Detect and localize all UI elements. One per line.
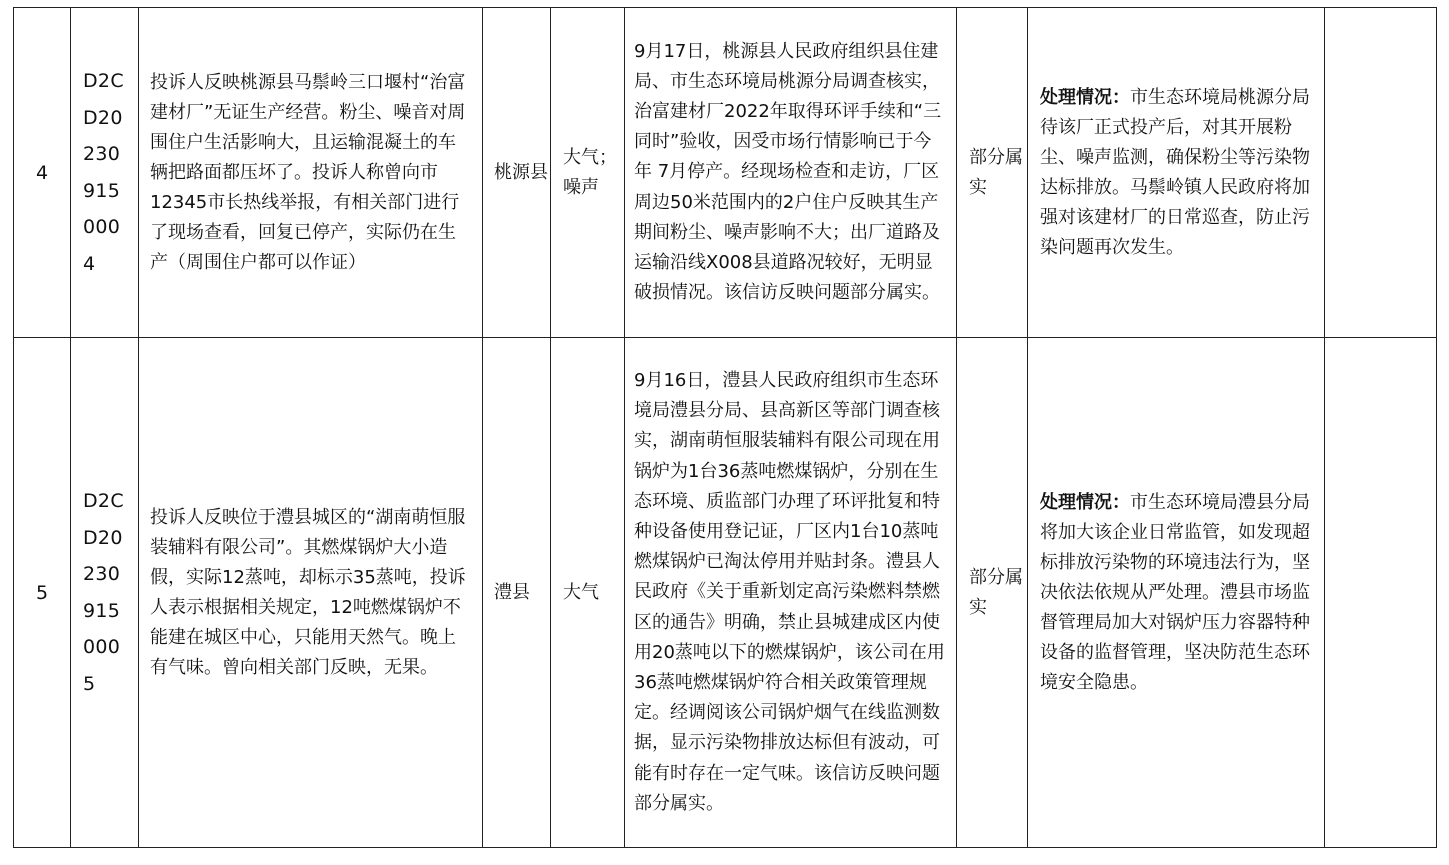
- case-code-part: 000: [83, 636, 121, 658]
- case-code-part: D2C: [83, 70, 124, 92]
- case-code-part: 915: [83, 179, 121, 202]
- investigation-result: 9月16日，澧县人民政府组织市生态环境局澧县分局、县高新区等部门调查核实，湖南萌恒服装辅料有限公司现在用锅炉为1台36蒸吨燃煤锅炉，分别在生态环境、质监部门办理了环评批复和特种设备使用登记证，厂区内1台10蒸吨燃煤锅炉已淘汰停用并贴封条。澧县人民政府《关于重新划定高污染燃料禁燃区的通告》明确，禁止县城建成区内使用20蒸吨以下的燃煤锅炉，该公司在用36蒸吨燃煤锅炉符合相关政策管理规定。经调阅该公司锅炉烟气在线监测数据，显示污染物排放达标但有波动，可能有时存在一定气味。该信访反映问题部分属实。: [625, 338, 957, 848]
- pollution-type: 大气: [551, 338, 625, 848]
- case-code-part: 230: [83, 143, 121, 165]
- table-row: [14, 338, 1437, 848]
- remark-cell: [1325, 338, 1437, 848]
- remark-cell: [1325, 8, 1437, 338]
- investigation-result: 9月17日，桃源县人民政府组织县住建局、市生态环境局桃源分局调查核实，治富建材厂2022年取得环评手续和“三同时”验收，因受市场行情影响已于今年 7月停产。经现场检查和走访，厂区周边50米范围内的2户住户反映其生产期间粉尘、噪声影响不大；出厂道路及运输沿线X008县道路况较好，无明显破损情况。该信访反映问题部分属实。: [625, 8, 957, 338]
- complaint-content: 投诉人反映位于澧县城区的“湖南萌恒服装辅料有限公司”。其燃煤锅炉大小造假，实际12蒸吨，却标示35蒸吨，投诉人表示根据相关规定，12吨燃煤锅炉不能建在城区中心，只能用天然气。晚上有气味。曾向相关部门反映，无果。: [139, 338, 483, 848]
- handling-text: 市生态环境局桃源分局待该厂正式投产后，对其开展粉尘、噪声监测，确保粉尘等污染物达标排放。马鬃岭镇人民政府将加强对该建材厂的日常巡查，防止污染问题再次发生。: [1040, 86, 1310, 258]
- table-row: [14, 8, 1437, 338]
- administrative-region: 桃源县: [483, 8, 551, 338]
- complaint-content: 投诉人反映桃源县马鬃岭三口堰村“治富建材厂”无证生产经营。粉尘、噪音对周围住户生活影响大，且运输混凝土的车辆把路面都压坏了。投诉人称曾向市12345市长热线举报，有相关部门进行了现场查看，回复已停产，实际仍在生产（周围住户都可以作证）: [139, 8, 483, 338]
- case-code-part: 230: [83, 563, 121, 585]
- verdict: 部分属实: [957, 8, 1028, 338]
- petition-table: [13, 7, 1437, 848]
- case-code-part: D20: [83, 106, 123, 129]
- handling-cell: [1028, 8, 1325, 338]
- row-index: 5: [14, 338, 71, 848]
- administrative-region: 澧县: [483, 338, 551, 848]
- verdict: 部分属实: [957, 338, 1028, 848]
- handling-cell: [1028, 338, 1325, 848]
- row-index: 4: [14, 8, 71, 338]
- case-code-part: D2C: [83, 490, 124, 512]
- case-code: [71, 8, 139, 338]
- pollution-type: 大气；噪声: [551, 8, 625, 338]
- case-code-part: 915: [83, 599, 121, 622]
- case-code-part: 5: [83, 672, 96, 695]
- case-code-part: D20: [83, 526, 123, 549]
- case-code-part: 4: [83, 252, 96, 275]
- case-code: [71, 338, 139, 848]
- handling-text: 市生态环境局澧县分局将加大该企业日常监管，如发现超标排放污染物的环境违法行为，坚决依法依规从严处理。澧县市场监督管理局加大对锅炉压力容器特种设备的监督管理，坚决防范生态环境安全隐患。: [1040, 491, 1310, 693]
- handling-label: 处理情况：: [1040, 86, 1130, 108]
- handling-label: 处理情况：: [1040, 491, 1130, 513]
- case-code-part: 000: [83, 216, 121, 238]
